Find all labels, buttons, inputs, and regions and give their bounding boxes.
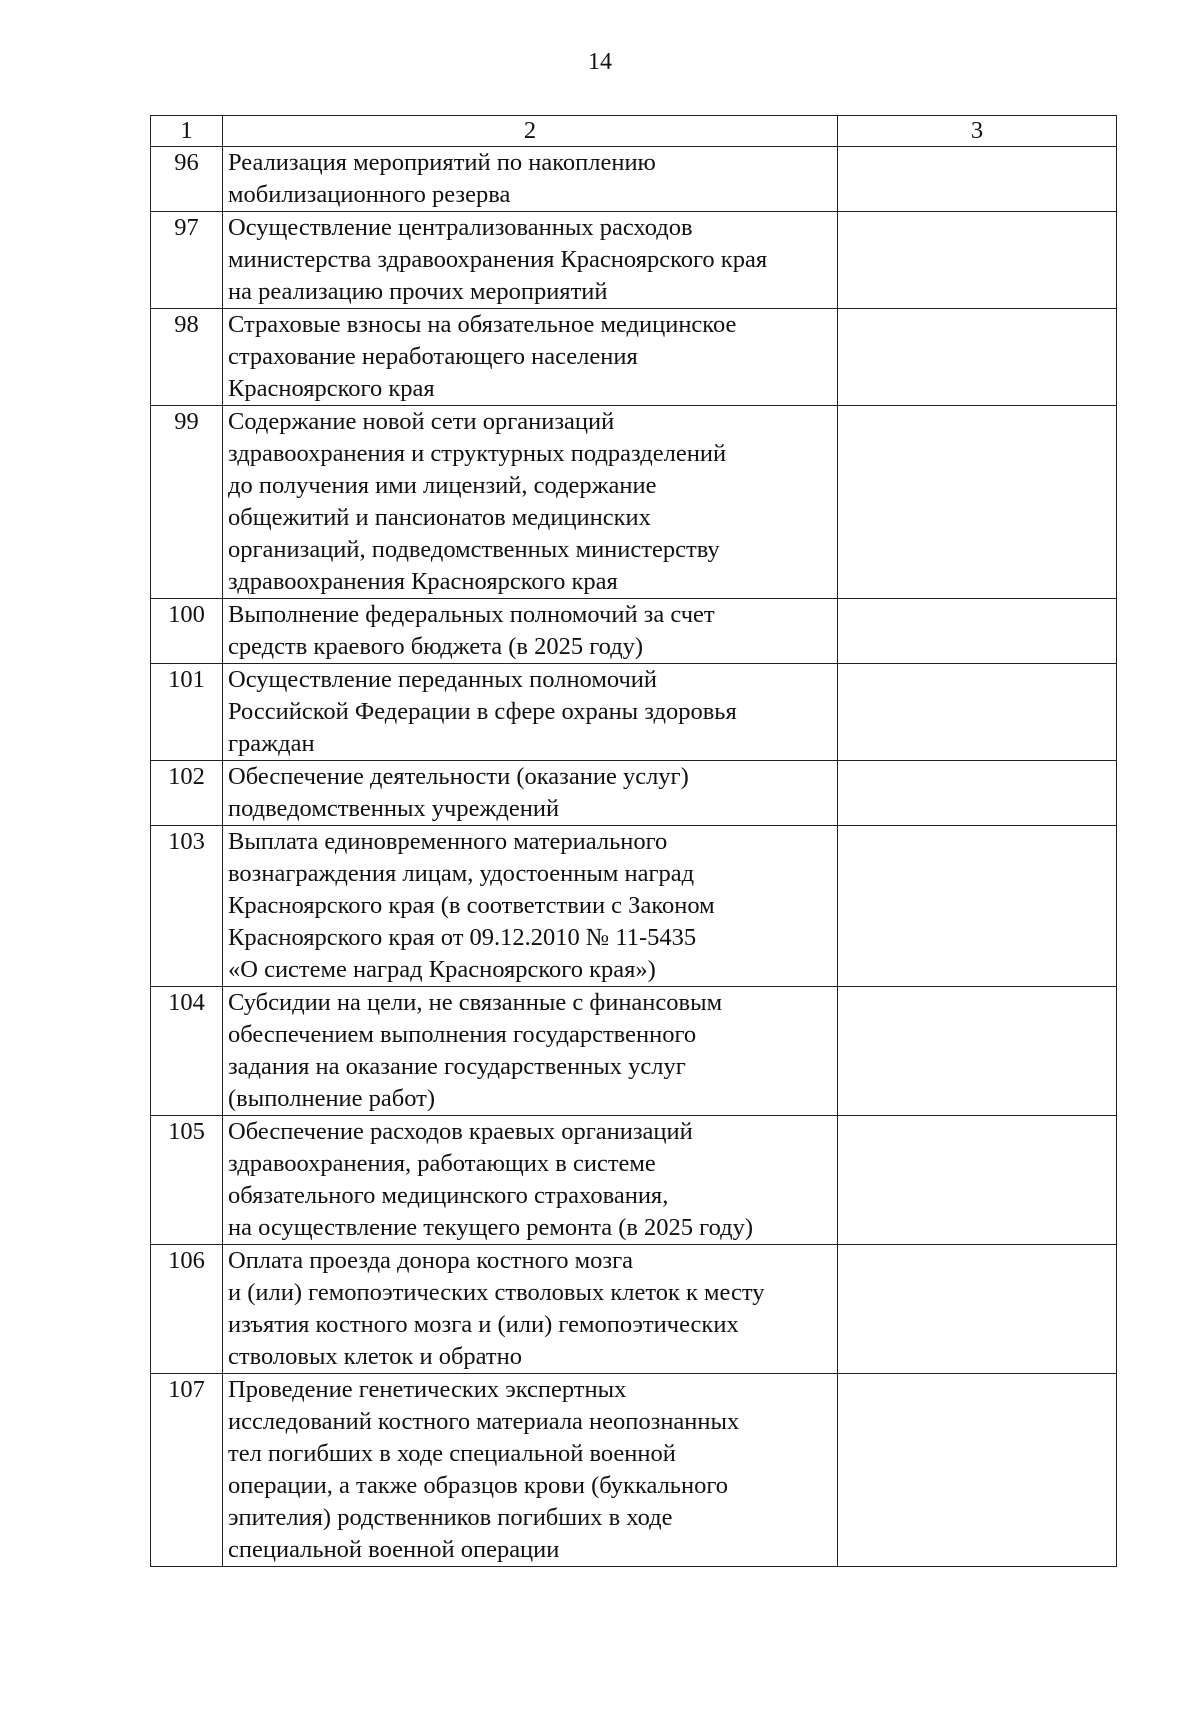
- row-number: 103: [151, 826, 223, 987]
- description-line: Красноярского края: [228, 375, 435, 402]
- row-number: 98: [151, 309, 223, 406]
- description-line: специальной военной операции: [228, 1536, 560, 1563]
- row-number: 97: [151, 212, 223, 309]
- row-col3: [838, 761, 1117, 826]
- description-line: операции, а также образцов крови (буккального: [228, 1472, 729, 1499]
- description-line: на реализацию прочих мероприятий: [228, 278, 608, 305]
- row-description: [223, 826, 838, 987]
- description-line: Оплата проезда донора костного мозга: [228, 1247, 634, 1274]
- description-line: Субсидии на цели, не связанные с финансовым: [228, 989, 723, 1016]
- table-row: [151, 212, 1117, 309]
- table-row: [151, 761, 1117, 826]
- description-line: организаций, подведомственных министерству: [228, 536, 720, 563]
- row-description: [223, 664, 838, 761]
- row-col3: [838, 1245, 1117, 1374]
- row-description: [223, 406, 838, 599]
- page-number: 14: [588, 49, 612, 75]
- description-line: Содержание новой сети организаций: [228, 408, 615, 435]
- table-body: [151, 147, 1117, 1567]
- table-row: [151, 406, 1117, 599]
- row-description: [223, 212, 838, 309]
- description-line: изъятия костного мозга и (или) гемопоэтических: [228, 1311, 739, 1338]
- description-line: до получения ими лицензий, содержание: [228, 472, 657, 499]
- budget-table: [150, 115, 1117, 1567]
- description-line: на осуществление текущего ремонта (в 2025 году): [228, 1214, 754, 1241]
- description-line: обеспечением выполнения государственного: [228, 1021, 697, 1048]
- description-line: и (или) гемопоэтических стволовых клеток к месту: [228, 1279, 765, 1306]
- description-line: (выполнение работ): [228, 1085, 436, 1112]
- description-line: тел погибших в ходе специальной военной: [228, 1440, 676, 1467]
- table-row: [151, 599, 1117, 664]
- table-row: [151, 987, 1117, 1116]
- description-line: Осуществление переданных полномочий: [228, 666, 658, 693]
- row-description: [223, 1374, 838, 1567]
- description-line: здравоохранения, работающих в системе: [228, 1150, 656, 1177]
- description-line: Красноярского края (в соответствии с Законом: [228, 892, 715, 919]
- description-line: Обеспечение расходов краевых организаций: [228, 1118, 693, 1145]
- description-line: страхование неработающего населения: [228, 343, 638, 370]
- table-row: [151, 1116, 1117, 1245]
- description-line: Страховые взносы на обязательное медицинское: [228, 311, 737, 338]
- description-line: задания на оказание государственных услуг: [228, 1053, 686, 1080]
- table-row: [151, 826, 1117, 987]
- row-col3: [838, 147, 1117, 212]
- description-line: средств краевого бюджета (в 2025 году): [228, 633, 644, 660]
- row-number: 102: [151, 761, 223, 826]
- row-description: [223, 987, 838, 1116]
- row-col3: [838, 987, 1117, 1116]
- table-row: [151, 1245, 1117, 1374]
- row-number: 96: [151, 147, 223, 212]
- description-line: мобилизационного резерва: [228, 181, 511, 208]
- description-line: подведомственных учреждений: [228, 795, 560, 822]
- row-col3: [838, 406, 1117, 599]
- description-line: Реализация мероприятий по накоплению: [228, 149, 656, 176]
- description-line: «О системе наград Красноярского края»): [228, 956, 656, 983]
- description-line: исследований костного материала неопознанных: [228, 1408, 740, 1435]
- row-number: 104: [151, 987, 223, 1116]
- row-col3: [838, 309, 1117, 406]
- header-col-2: 2: [223, 116, 838, 147]
- description-line: Выполнение федеральных полномочий за счет: [228, 601, 715, 628]
- header-col-3: 3: [838, 116, 1117, 147]
- row-description: [223, 1245, 838, 1374]
- description-line: граждан: [228, 730, 315, 757]
- table-row: [151, 309, 1117, 406]
- row-number: 99: [151, 406, 223, 599]
- table-row: [151, 664, 1117, 761]
- header-col-1: 1: [151, 116, 223, 147]
- row-col3: [838, 826, 1117, 987]
- row-col3: [838, 1116, 1117, 1245]
- row-number: 107: [151, 1374, 223, 1567]
- description-line: обязательного медицинского страхования,: [228, 1182, 669, 1209]
- table-header: [151, 116, 1117, 147]
- description-line: Выплата единовременного материального: [228, 828, 668, 855]
- row-description: [223, 309, 838, 406]
- description-line: министерства здравоохранения Красноярского края: [228, 246, 768, 273]
- description-line: общежитий и пансионатов медицинских: [228, 504, 651, 531]
- description-line: эпителия) родственников погибших в ходе: [228, 1504, 673, 1531]
- description-line: стволовых клеток и обратно: [228, 1343, 522, 1370]
- row-col3: [838, 1374, 1117, 1567]
- row-description: [223, 599, 838, 664]
- description-line: Обеспечение деятельности (оказание услуг): [228, 763, 689, 790]
- header-row: [151, 116, 1117, 147]
- description-line: вознаграждения лицам, удостоенным наград: [228, 860, 695, 887]
- row-number: 105: [151, 1116, 223, 1245]
- row-number: 101: [151, 664, 223, 761]
- table-row: [151, 1374, 1117, 1567]
- description-line: Российской Федерации в сфере охраны здоровья: [228, 698, 737, 725]
- description-line: Проведение генетических экспертных: [228, 1376, 627, 1403]
- row-description: [223, 147, 838, 212]
- row-col3: [838, 212, 1117, 309]
- row-col3: [838, 664, 1117, 761]
- row-number: 100: [151, 599, 223, 664]
- description-line: здравоохранения и структурных подразделений: [228, 440, 727, 467]
- row-col3: [838, 599, 1117, 664]
- description-line: Красноярского края от 09.12.2010 № 11-5435: [228, 924, 697, 951]
- description-line: Осуществление централизованных расходов: [228, 214, 693, 241]
- row-number: 106: [151, 1245, 223, 1374]
- row-description: [223, 1116, 838, 1245]
- description-line: здравоохранения Красноярского края: [228, 568, 618, 595]
- table-row: [151, 147, 1117, 212]
- row-description: [223, 761, 838, 826]
